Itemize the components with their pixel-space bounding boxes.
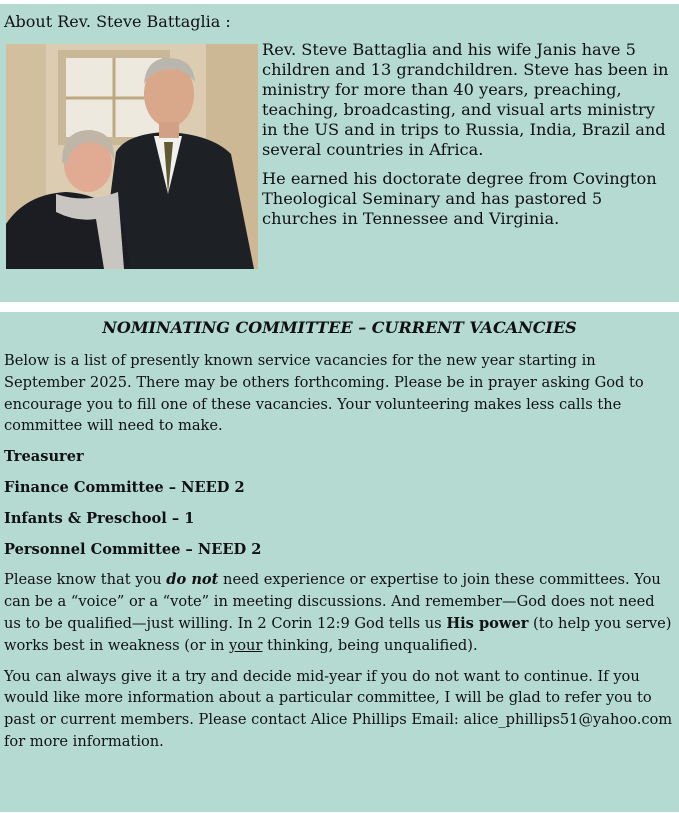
text-run: thinking, being unqualified).: [262, 636, 478, 654]
about-section: [0, 4, 679, 302]
contact-paragraph: You can always give it a try and decide mid-year if you do not want to continue. If you would like more information about a particular committee, I will be glad to refer you to past or current members. Please contact Alice Phillips Email: alice_phillips51@yahoo.com for more information.: [4, 667, 673, 750]
text-run: (to help you serve) works best in weakness (or in: [4, 614, 672, 654]
emphasis-do-not: do not: [166, 571, 219, 589]
text-run: Please know that you: [4, 571, 167, 589]
experience-paragraph: [4, 569, 674, 656]
intro-paragraph: Below is a list of presently known service vacancies for the new year starting in September 2025. There may be others forthcoming. Please be in prayer asking God to encourage you to fill one of these vacancies. Your volunteering makes less calls the committee will need to make.: [4, 352, 644, 435]
vacancy-item: Finance Committee – NEED 2: [4, 478, 245, 496]
underlined-your: your: [229, 636, 263, 654]
vacancy-item: Personnel Committee – NEED 2: [4, 540, 262, 558]
nominating-committee-section: [0, 312, 679, 812]
pastor-couple-photo: [6, 44, 258, 269]
vacancy-item: Infants & Preschool – 1: [4, 509, 195, 527]
vacancy-item: Treasurer: [4, 448, 84, 466]
strong-his-power: His power: [446, 614, 529, 632]
nominating-content: [4, 350, 674, 762]
bio-paragraph: He earned his doctorate degree from Covington Theological Seminary and has pastored 5 churches in Tennessee and Virginia.: [262, 169, 657, 228]
text-run: need experience or expertise to join these committees. You can be a “voice” or a “vote” in meeting discussions. And remember—God does not need us to be qualified—just willing. In 2 Corin 12:9 God tells us: [4, 571, 661, 632]
pastor-bio: [262, 40, 672, 238]
about-heading: About Rev. Steve Battaglia :: [4, 12, 231, 31]
section-title: NOMINATING COMMITTEE – CURRENT VACANCIES: [102, 318, 577, 337]
bio-paragraph: Rev. Steve Battaglia and his wife Janis have 5 children and 13 grandchildren. Steve has been in ministry for more than 40 years, preaching, teaching, broadcasting, and visual arts ministry in the US and in trips to Russia, India, Brazil and several countries in Africa.: [262, 40, 669, 159]
